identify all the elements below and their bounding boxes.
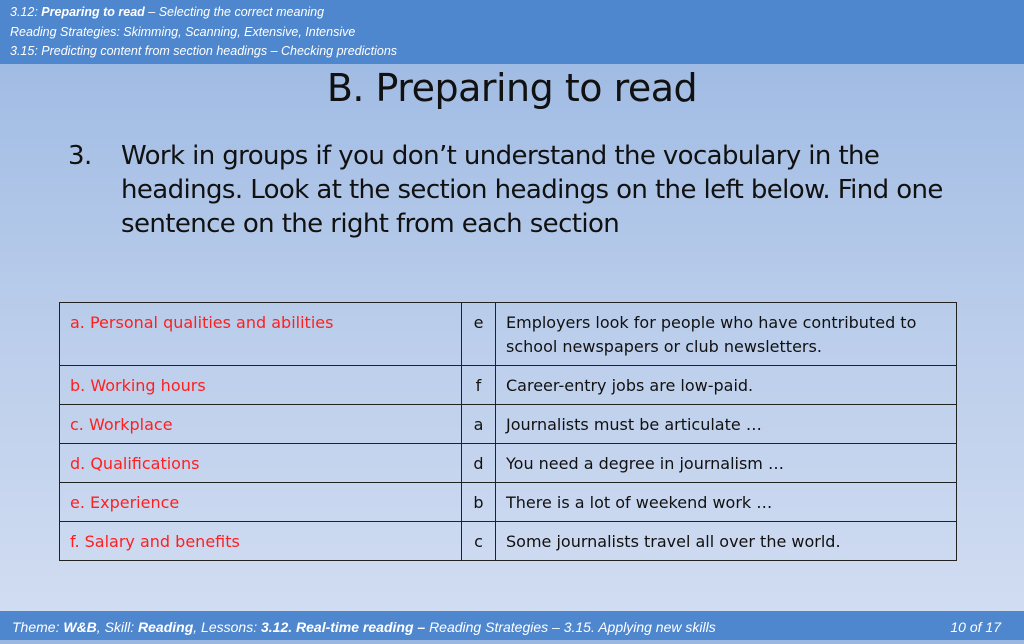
table-row	[60, 303, 957, 366]
answer-letter: e	[462, 303, 496, 366]
answer-letter: c	[462, 522, 496, 561]
answer-letter: f	[462, 366, 496, 405]
footer-lesson-name: Real-time reading –	[296, 619, 426, 635]
section-heading: c. Workplace	[60, 405, 462, 444]
slide-title: B. Preparing to read	[326, 66, 698, 110]
section-heading: d. Qualifications	[60, 444, 462, 483]
sentence: Journalists must be articulate …	[496, 405, 957, 444]
instruction-number: 3.	[68, 141, 92, 171]
sentence: Career-entry jobs are low-paid.	[496, 366, 957, 405]
instruction-text: Work in groups if you don’t understand the vocabulary in the headings. Look at the section headings on the left below. Find one sentence on the right from each section	[121, 141, 943, 239]
footer-skill: Reading	[138, 619, 194, 635]
footer-banner: Theme: W&B, Skill: Reading, Lessons: 3.12. Real-time reading – Reading Strategies – 3.15. Applying new skills 10 of 17	[0, 611, 1024, 640]
instruction	[68, 139, 968, 241]
sentence: You need a degree in journalism …	[496, 444, 957, 483]
table-row	[60, 522, 957, 561]
footer-lesson-code: 3.12.	[260, 619, 293, 635]
section-heading: b. Working hours	[60, 366, 462, 405]
answer-letter: b	[462, 483, 496, 522]
sentence: Employers look for people who have contributed to school newspapers or club newsletters.	[496, 303, 957, 366]
sentence: There is a lot of weekend work …	[496, 483, 957, 522]
answer-letter: d	[462, 444, 496, 483]
header-line-2: Reading Strategies: Skimming, Scanning, Extensive, Intensive	[10, 24, 356, 39]
answer-letter: a	[462, 405, 496, 444]
section-heading: a. Personal qualities and abilities	[60, 303, 462, 366]
header-line-1: 3.12: Preparing to read – Selecting the correct meaning	[10, 5, 325, 19]
page-number: 10 of 17	[950, 619, 1001, 635]
header-line-3: 3.15: Predicting content from section headings – Checking predictions	[10, 44, 398, 58]
table-row	[60, 405, 957, 444]
table-row	[60, 366, 957, 405]
section-heading: e. Experience	[60, 483, 462, 522]
table-row	[60, 483, 957, 522]
header-banner	[0, 0, 1024, 64]
section-heading: f. Salary and benefits	[60, 522, 462, 561]
sentence: Some journalists travel all over the world.	[496, 522, 957, 561]
matching-table	[59, 302, 957, 561]
table-row	[60, 444, 957, 483]
header-topic: Preparing to read	[41, 5, 145, 19]
footer-theme: W&B	[63, 619, 97, 635]
